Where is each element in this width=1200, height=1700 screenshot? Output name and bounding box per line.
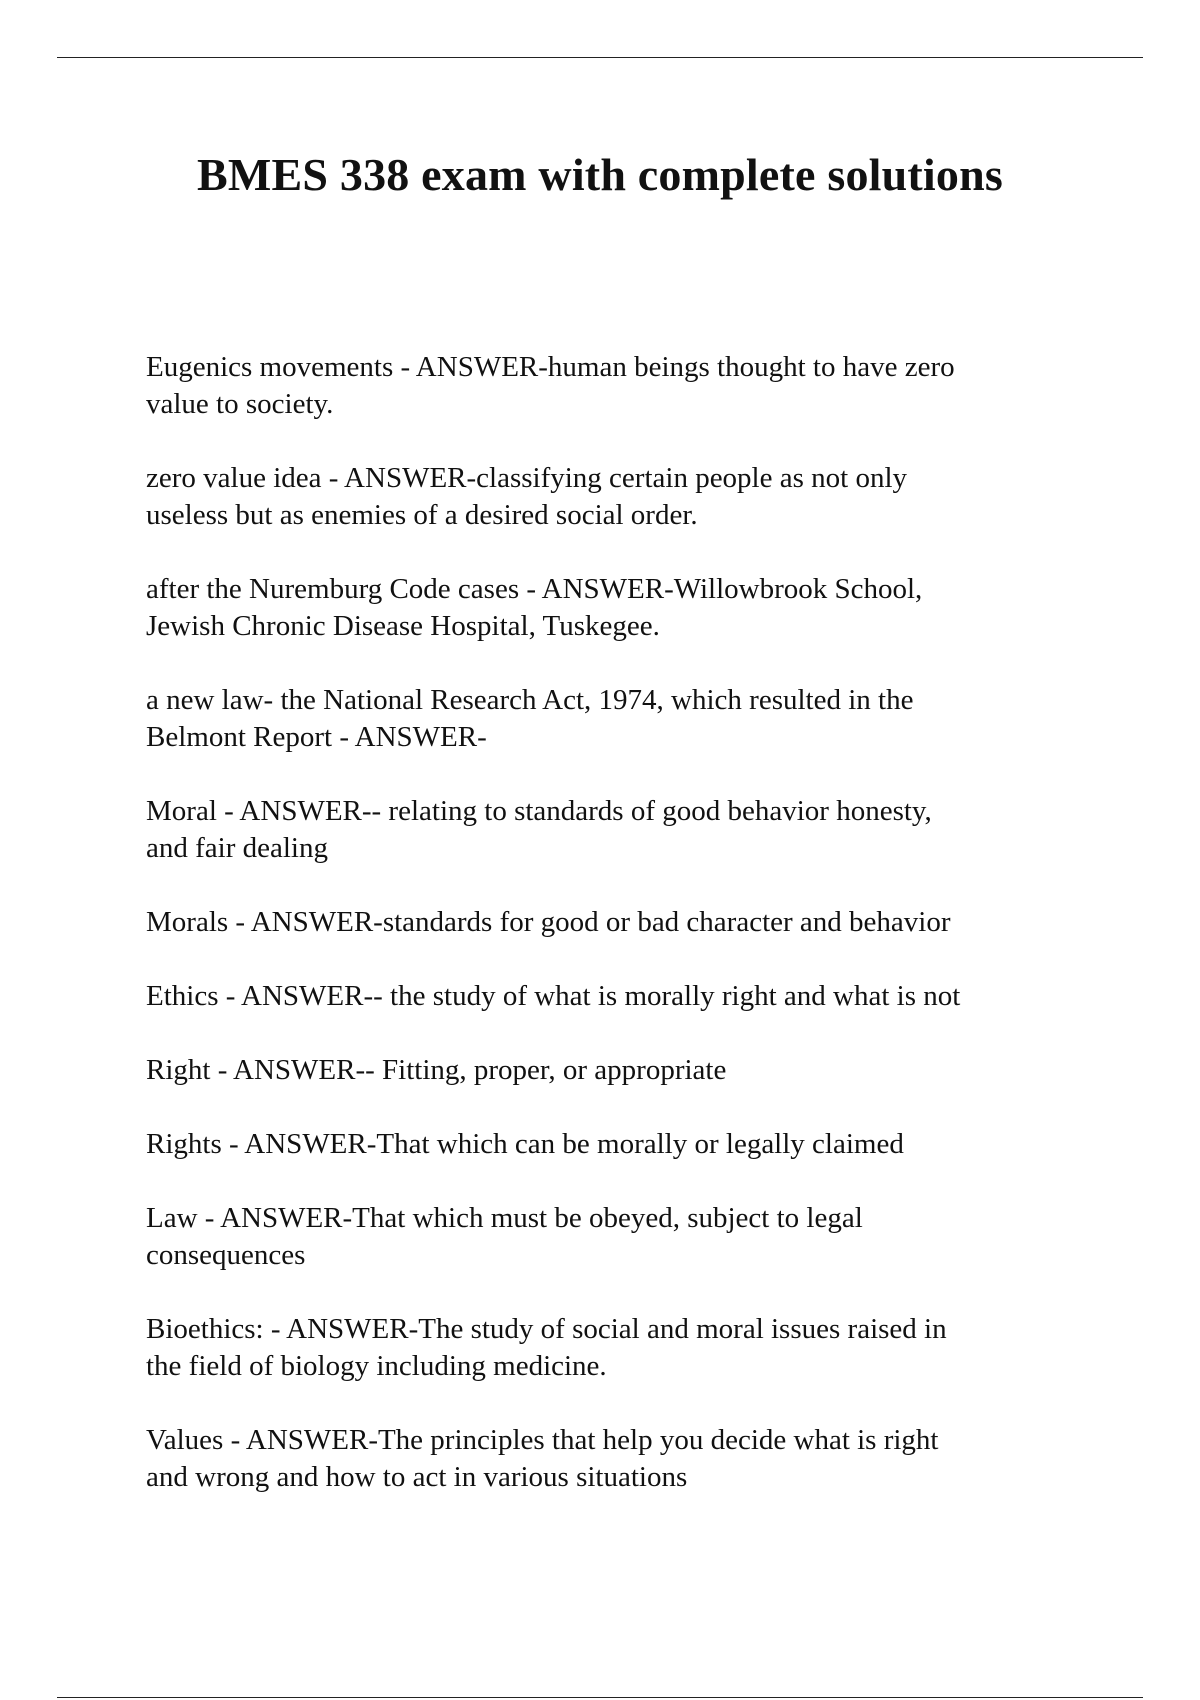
- qa-entry: Morals - ANSWER-standards for good or bad character and behavior: [146, 906, 951, 938]
- qa-entry: Bioethics: - ANSWER-The study of social and moral issues raised in the field of biology including medicine.: [146, 1313, 947, 1382]
- qa-entry: Rights - ANSWER-That which can be morally or legally claimed: [146, 1128, 904, 1160]
- qa-entry: Eugenics movements - ANSWER-human beings thought to have zero value to society.: [146, 351, 955, 420]
- qa-entry: zero value idea - ANSWER-classifying certain people as not only useless but as enemies of a desired social order.: [146, 462, 908, 531]
- qa-entry: Values - ANSWER-The principles that help you decide what is right and wrong and how to act in various situations: [146, 1424, 939, 1493]
- bottom-rule: [57, 1697, 1143, 1698]
- qa-entry: Moral - ANSWER-- relating to standards of good behavior honesty, and fair dealing: [146, 795, 932, 864]
- qa-list: [146, 349, 1076, 1533]
- qa-entry: Ethics - ANSWER-- the study of what is morally right and what is not: [146, 980, 961, 1012]
- qa-entry: Right - ANSWER-- Fitting, proper, or appropriate: [146, 1054, 727, 1086]
- document-title: BMES 338 exam with complete solutions: [197, 149, 1003, 200]
- qa-entry: after the Nuremburg Code cases - ANSWER-Willowbrook School, Jewish Chronic Disease Hospital, Tuskegee.: [146, 573, 923, 642]
- qa-entry: a new law- the National Research Act, 1974, which resulted in the Belmont Report - ANSWER-: [146, 684, 914, 753]
- top-rule: [57, 57, 1143, 58]
- qa-entry: Law - ANSWER-That which must be obeyed, subject to legal consequences: [146, 1202, 863, 1271]
